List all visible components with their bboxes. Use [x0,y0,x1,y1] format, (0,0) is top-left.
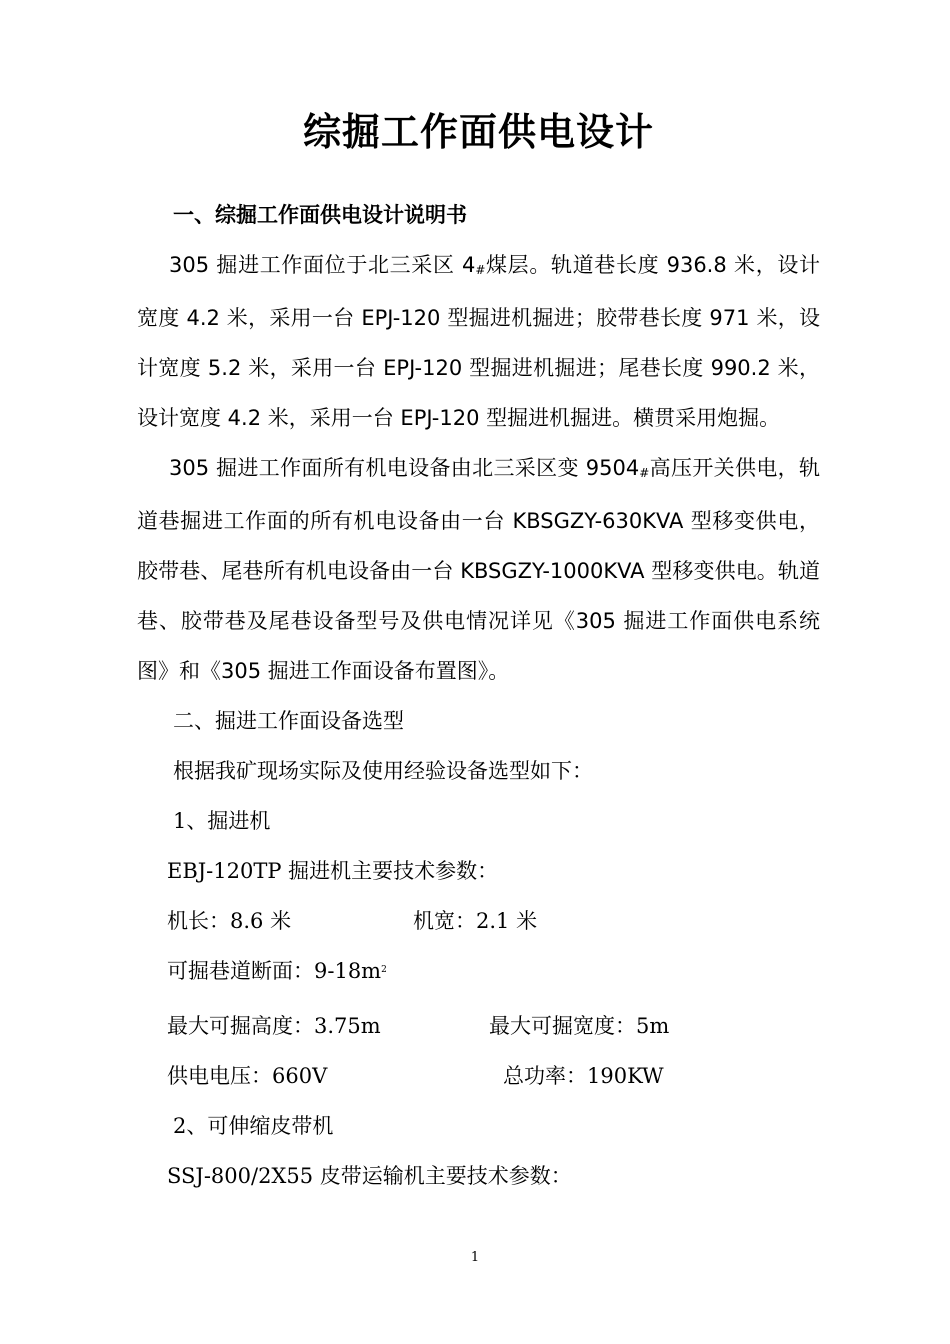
item2-heading: 2、可伸缩皮带机 [173,1114,334,1138]
para2-text-b: 高压开关供电，轨道巷掘进工作面的所有机电设备由一台 KBSGZY-630KVA 型移变供电，胶带巷、尾巷所有机电设备由一台 KBSGZY-1000KVA 型移变供电。轨道巷、胶带巷及尾巷设备型号及供电情况详见《305 掘进工作面供电系统图》和《305 掘进工作面设备布置图》。 [137,456,821,683]
item1-heading: 1、掘进机 [173,809,271,833]
param-row-dimensions [137,896,820,946]
item1-params-title: EBJ-120TP 掘进机主要技术参数： [167,859,499,883]
param-voltage: 供电电压：660V [167,1064,328,1088]
param-power: 总功率：190KW [503,1064,664,1088]
param-max-width: 最大可掘宽度：5m [489,1014,670,1038]
param-section-sup: 2 [381,965,387,975]
param-length: 机长：8.6 米 [167,909,292,933]
paragraph-location [137,240,820,443]
paragraph-power-supply [137,443,820,696]
param-width: 机宽：2.1 米 [413,909,538,933]
para2-sub: # [639,466,650,480]
para1-text-b: 煤层。轨道巷长度 936.8 米，设计宽度 4.2 米，采用一台 EPJ-120 型掘进机掘进；胶带巷长度 971 米，设计宽度 5.2 米，采用一台 EPJ-120 型掘进机掘进；尾巷长度 990.2 米，设计宽度 4.2 米，采用一台 EPJ-120 型掘进机掘进。横贯采用炮掘。 [137,253,821,430]
section2-heading: 二、掘进工作面设备选型 [173,709,404,733]
param-section [137,946,820,1001]
para2-text-a: 305 掘进工作面所有机电设备由北三采区变 9504 [169,456,640,480]
param-section-text: 可掘巷道断面：9-18m [167,959,382,983]
param-row-max [137,1001,820,1051]
param-row-electric [137,1051,820,1101]
para1-text-a: 305 掘进工作面位于北三采区 4 [169,253,476,277]
document-title: 综掘工作面供电设计 [302,110,654,154]
para1-sub: # [475,263,486,277]
item2-params-title: SSJ-800/2X55 皮带运输机主要技术参数： [167,1164,572,1188]
page-number: 1 [470,1250,480,1265]
section2-intro: 根据我矿现场实际及使用经验设备选型如下： [173,759,593,783]
section1-heading: 一、综掘工作面供电设计说明书 [173,203,467,227]
param-max-height: 最大可掘高度：3.75m [167,1014,381,1038]
